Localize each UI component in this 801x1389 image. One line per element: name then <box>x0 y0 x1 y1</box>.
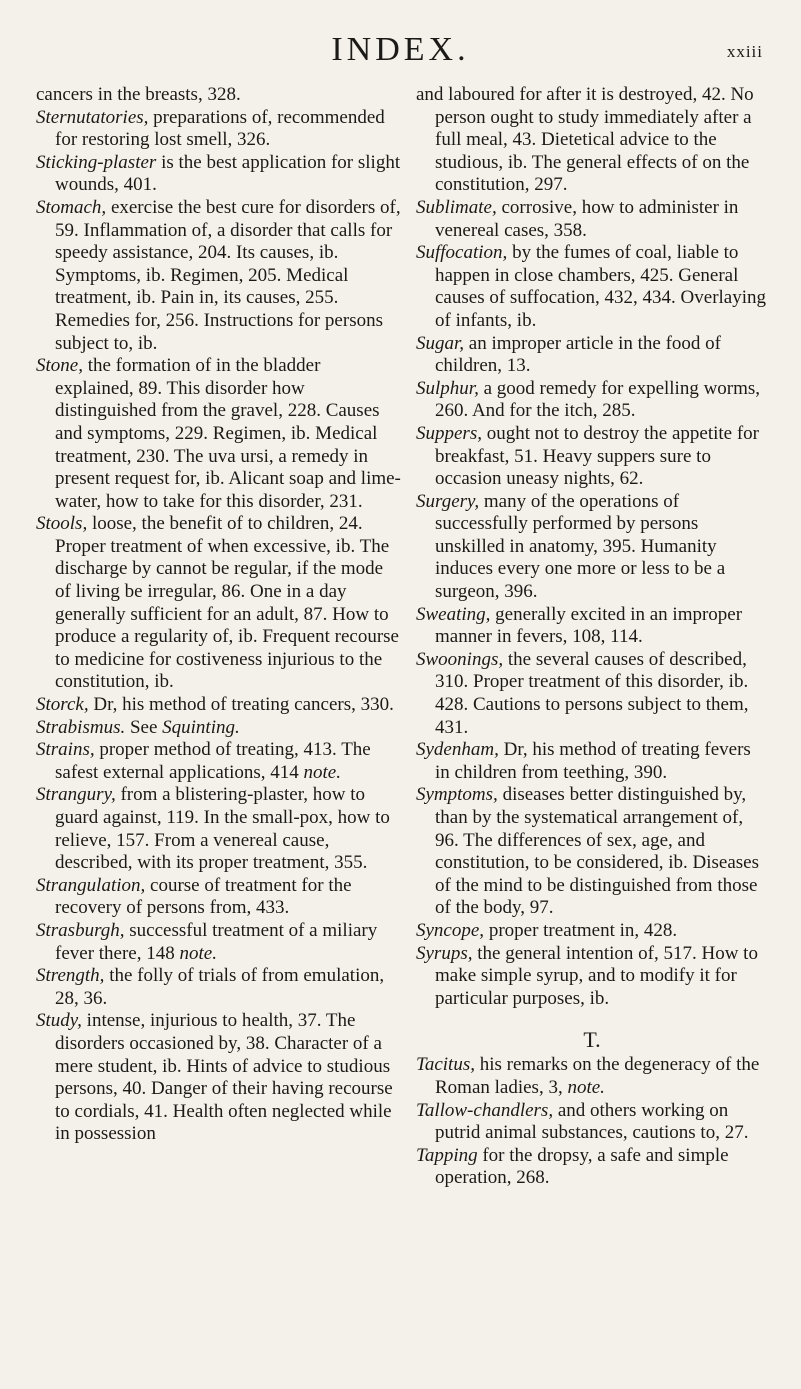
entry-text: preparations of, recommended for restoring lost smell, 326. <box>55 106 385 151</box>
entry-text: exercise the best cure for disorders of, 59. Inflammation of, a disorder that calls for speedy assistance, 204. Its causes, ib. Symptoms, ib. Regimen, 205. Medical treatment, ib. Pain in, its causes, 255. Remedies for, 256. Instructions for persons subject to, ib. <box>55 196 401 354</box>
entry-italic: Squinting. <box>162 716 240 738</box>
entry-headword: Syncope, <box>416 919 485 941</box>
entry-text: by the fumes of coal, liable to happen in close chambers, 425. General causes of suffocation, 432, 434. Overlaying of infants, ib. <box>435 242 767 331</box>
index-entry <box>416 649 768 739</box>
entry-text: his remarks on the degeneracy of the Roman ladies, 3, <box>435 1054 760 1098</box>
entry-text: the several causes of described, 310. Proper treatment of this disorder, ib. 428. Cautions to persons subject to them, 431. <box>435 648 749 738</box>
entry-headword: Sydenham, <box>416 739 499 761</box>
index-entry <box>416 242 768 332</box>
index-entry <box>416 491 768 604</box>
entry-continuation: cancers in the breasts, 328. <box>36 84 241 105</box>
index-entry <box>36 965 401 1010</box>
left-column <box>36 84 401 1146</box>
section-letter: T. <box>583 1027 601 1053</box>
entry-headword: Strasburgh, <box>36 919 125 941</box>
index-entry <box>416 1054 768 1099</box>
entry-headword: Sternutatories, <box>36 106 149 128</box>
entry-headword: Stone, <box>36 355 83 377</box>
entry-headword: Symptoms, <box>416 784 498 806</box>
index-entry <box>416 943 768 1011</box>
entry-text: loose, the benefit of to children, 24. Proper treatment of when excessive, ib. The discharge by cannot be regular, if the mode of living be irregular, 86. One in a day generally sufficient for an adult, 87. How to produce a regularity of, ib. Frequent recourse to medicine for costiveness injurious to the constitution, ib. <box>55 513 399 693</box>
entry-text: proper method of treating, 413. The safest external applications, 414 <box>55 739 371 783</box>
entry-text: an improper article in the food of children, 13. <box>435 332 721 377</box>
index-entry <box>416 1100 768 1145</box>
entry-italic: note. <box>303 761 341 783</box>
entry-text: from a blistering-plaster, how to guard against, 119. In the small-pox, how to relieve, 157. From a venereal cause, described, with its proper treatment, 355. <box>55 784 390 874</box>
entry-text: proper treatment in, 428. <box>484 919 678 941</box>
entry-text: diseases better distinguished by, than by the systematical arrangement of, 96. The differences of sex, age, and constitution, to be considered, ib. Diseases of the mind to be distinguished from those of the body, 97. <box>435 784 759 919</box>
entry-text: generally excited in an improper manner in fevers, 108, 114. <box>435 603 743 648</box>
index-entry <box>36 197 401 355</box>
index-entry <box>36 875 401 920</box>
right-column <box>416 84 768 1190</box>
entry-headword: Study, <box>36 1010 82 1032</box>
entry-headword: Sticking-plaster <box>36 151 157 173</box>
entry-headword: Sulphur, <box>416 377 479 399</box>
entry-continuation: and laboured for after it is destroyed, 42. No person ought to study immediately after a full meal, 43. Dietetical advice to the studious, ib. The general effects of on the constitution, 297. <box>416 84 754 196</box>
entry-headword: Strabismus. <box>36 716 126 738</box>
index-entry <box>36 84 401 107</box>
entry-headword: Storck, <box>36 694 89 716</box>
entry-text: corrosive, how to administer in venereal cases, 358. <box>435 196 739 241</box>
index-entry <box>36 739 401 784</box>
index-entry <box>36 513 401 694</box>
entry-headword: Tapping <box>416 1144 478 1166</box>
index-entry <box>36 152 401 197</box>
index-entry <box>416 423 768 491</box>
entry-headword: Sweating, <box>416 603 491 625</box>
entry-headword: Stools, <box>36 513 88 535</box>
page-header <box>0 30 801 70</box>
entry-headword: Surgery, <box>416 490 480 512</box>
entry-headword: Tallow-chandlers, <box>416 1099 554 1121</box>
index-entry <box>36 107 401 152</box>
entry-text: for the dropsy, a safe and simple operation, 268. <box>435 1144 729 1189</box>
entry-headword: Strength, <box>36 965 105 987</box>
index-entry <box>416 739 768 784</box>
page-number: xxiii <box>726 42 763 61</box>
entry-headword: Syrups, <box>416 942 473 964</box>
entry-text: course of treatment for the recovery of persons from, 433. <box>55 874 352 919</box>
entry-headword: Suppers, <box>416 422 482 444</box>
index-entry <box>416 333 768 378</box>
entry-headword: Swoonings, <box>416 648 504 670</box>
entry-text: ought not to destroy the appetite for breakfast, 51. Heavy suppers sure to occasion uneasy nights, 62. <box>435 422 760 490</box>
entry-headword: Strangulation, <box>36 874 146 896</box>
index-entry <box>36 920 401 965</box>
entry-text: the folly of trials of from emulation, 28, 36. <box>55 965 385 1009</box>
entry-text: Dr, his method of treating cancers, 330. <box>88 694 394 716</box>
running-title: INDEX. <box>331 31 470 68</box>
entry-italic: note. <box>567 1076 605 1098</box>
entry-headword: Sublimate, <box>416 196 497 218</box>
index-entry <box>36 355 401 513</box>
entry-text: successful treatment of a miliary fever there, 148 <box>55 919 378 964</box>
index-entry <box>416 84 768 197</box>
entry-text: the formation of in the bladder explained, 89. This disorder how distinguished from the gravel, 228. Causes and symptoms, 229. Regimen, ib. Medical treatment, 230. The uva ursi, a remedy in present request for, ib. Alicant soap and lime-water, how to take for this disorder, 231. <box>55 355 401 512</box>
entry-text: the general intention of, 517. How to make simple syrup, and to modify it for particular purposes, ib. <box>435 942 758 1009</box>
index-entry <box>416 604 768 649</box>
index-entry <box>416 1145 768 1190</box>
entry-headword: Strains, <box>36 739 95 761</box>
index-entry <box>416 197 768 242</box>
entry-headword: Sugar, <box>416 332 465 354</box>
entry-headword: Tacitus, <box>416 1054 475 1076</box>
index-entry <box>416 378 768 423</box>
index-entry <box>416 784 768 920</box>
index-entry <box>36 1010 401 1146</box>
entry-headword: Stomach, <box>36 196 107 218</box>
index-entry <box>36 717 401 740</box>
entry-text: and others working on putrid animal substances, cautions to, 27. <box>435 1099 749 1144</box>
entry-text: is the best application for slight wounds, 401. <box>55 151 401 196</box>
entry-text: a good remedy for expelling worms, 260. And for the itch, 285. <box>435 377 761 422</box>
entry-italic: note. <box>179 942 217 964</box>
entry-text: See <box>125 716 163 738</box>
index-entry <box>36 784 401 874</box>
entry-text: intense, injurious to health, 37. The disorders occasioned by, 38. Character of a mere student, ib. Hints of advice to studious persons, 40. Danger of their having recourse to cordials, 41. Health often neglected while in possession <box>55 1010 393 1145</box>
entry-headword: Suffocation, <box>416 242 508 264</box>
index-entry <box>416 920 768 943</box>
entry-headword: Strangury, <box>36 784 116 806</box>
entry-text: Dr, his method of treating fevers in children from teething, 390. <box>435 739 751 783</box>
entry-text: many of the operations of successfully performed by persons unskilled in anatomy, 395. Humanity induces every one more or less to be a surgeon, 396. <box>435 490 726 603</box>
index-entry <box>36 694 401 717</box>
